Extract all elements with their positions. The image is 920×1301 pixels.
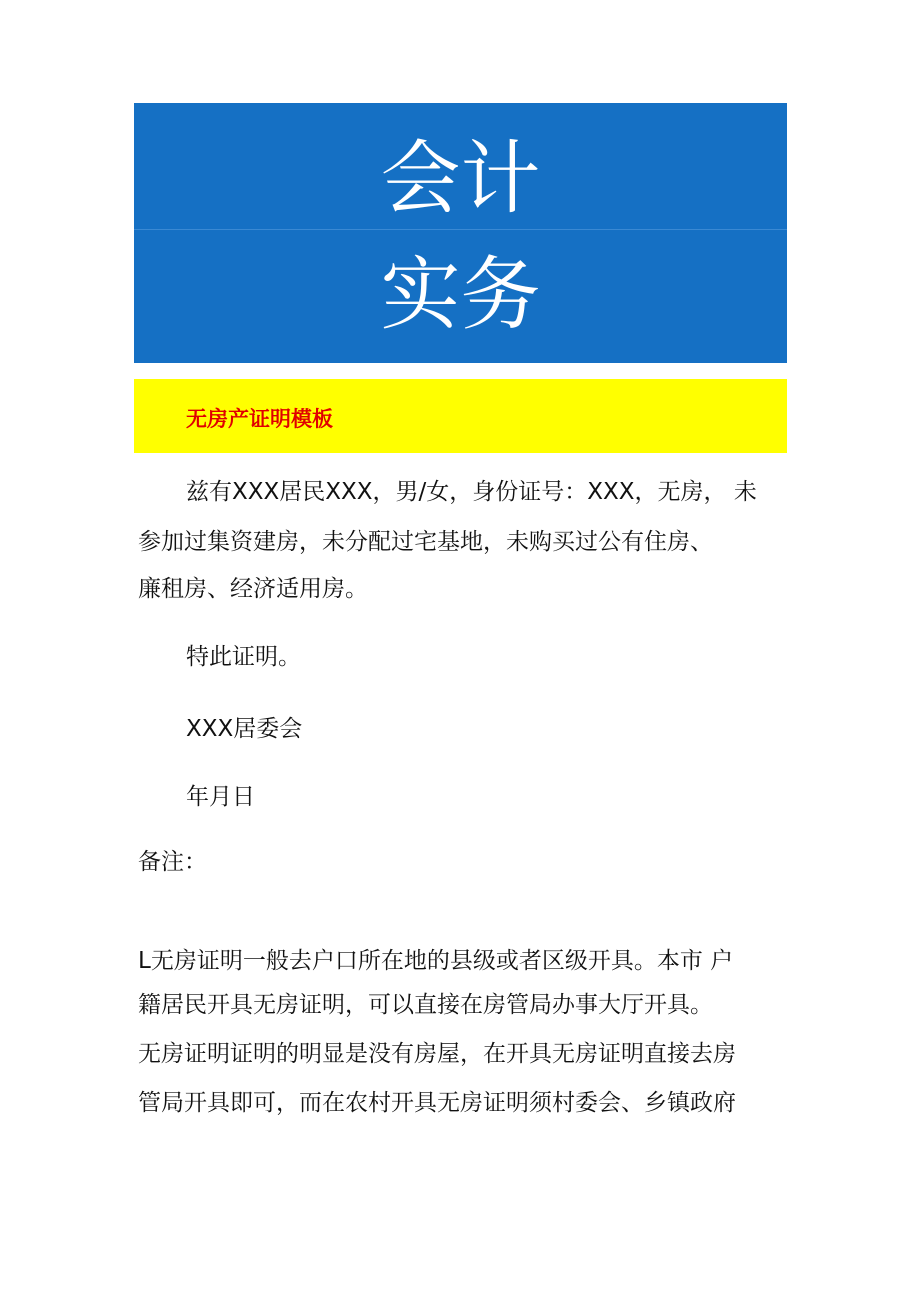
banner-title-line1: 会计 (380, 132, 541, 225)
note-line: 管局开具即可，而在农村开具无房证明须村委会、乡镇政府 (138, 1090, 736, 1116)
paragraph-line: 廉租房、经济适用房。 (138, 576, 368, 602)
banner-divider (134, 229, 787, 230)
section-title-bar (134, 379, 787, 453)
header-banner (134, 103, 787, 363)
note-line: 无房证明证明的明显是没有房屋，在开具无房证明直接去房 (138, 1041, 736, 1067)
paragraph-line: 参加过集资建房，未分配过宅基地，未购买过公有住房、 (138, 529, 713, 555)
banner-title-line2: 实务 (380, 248, 541, 341)
note-line: L无房证明一般去户口所在地的县级或者区级开具。本市 户 (138, 948, 734, 974)
paragraph-line: 兹有XXX居民XXX，男/女，身份证号：XXX，无房， 未 (186, 479, 757, 505)
issuer-text: XXX居委会 (186, 716, 303, 742)
closing-text: 特此证明。 (186, 644, 301, 670)
note-label: 备注： (138, 849, 207, 875)
section-title: 无房产证明模板 (186, 407, 333, 431)
note-line: 籍居民开具无房证明，可以直接在房管局办事大厅开具。 (138, 992, 713, 1018)
date-text: 年月日 (186, 784, 255, 810)
